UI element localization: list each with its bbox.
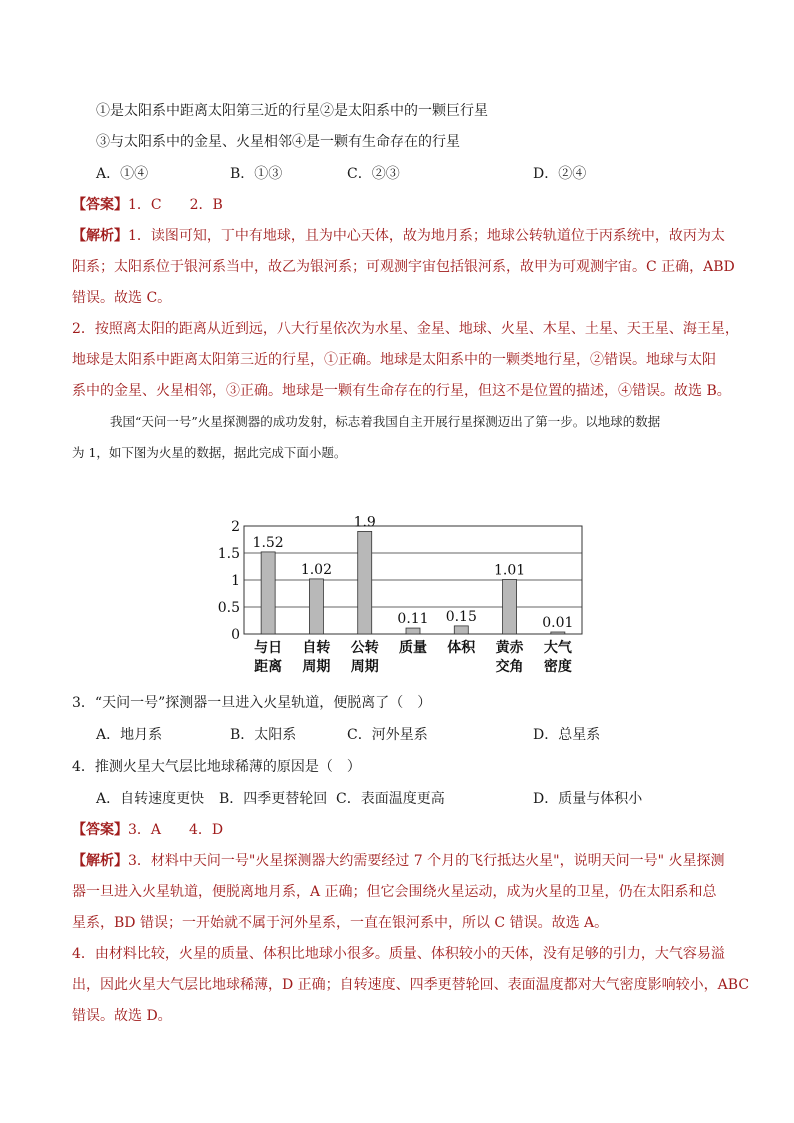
x-tick-label: 距离	[254, 659, 283, 675]
x-tick-label: 周期	[350, 659, 379, 675]
y-tick-label: 0	[231, 627, 240, 643]
bar-value-label: 0.11	[397, 611, 429, 628]
material-line-2: 为 1，如下图为火星的数据，据此完成下面小题。	[72, 445, 347, 460]
answer-text: 1．C 2．B	[128, 197, 223, 213]
q1-option-b: B．①③	[230, 166, 283, 182]
analysis-label: 【解析】	[72, 228, 128, 244]
bar-value-label: 1.9	[353, 514, 376, 531]
answer-block-2	[72, 820, 223, 840]
q1-statement-line-1: ①是太阳系中距离太阳第三近的行星②是太阳系中的一颗巨行星	[96, 103, 488, 119]
analysis-1-line-5: 地球是太阳系中距离太阳第三近的行星，①正确。地球是太阳系中的一颗类地行星，②错误。地球与太阳	[72, 352, 716, 368]
x-tick-label: 与日	[254, 640, 283, 656]
x-tick-label: 大气	[543, 640, 572, 656]
bar-value-label: 1.52	[252, 534, 284, 551]
q3-option-c: C．河外星系	[347, 727, 428, 743]
material-line-1: 我国“天问一号”火星探测器的成功发射，标志着我国自主开展行星探测迈出了第一步。以地球的数据	[110, 414, 661, 429]
x-tick-label: 黄赤	[495, 640, 524, 656]
q1-options	[96, 164, 716, 184]
chart-y-tick-labels	[218, 519, 240, 643]
analysis-label: 【解析】	[72, 853, 128, 869]
analysis-2-line-2: 器一旦进入火星轨道，便脱离地月系，A 正确；但它会围绕火星运动，成为火星的卫星，仍在太阳系和总	[72, 884, 717, 900]
mars-data-bar-chart	[212, 512, 592, 682]
q3-option-a: A．地月系	[96, 727, 163, 743]
x-tick-label: 交角	[495, 659, 524, 675]
q4-options	[96, 789, 716, 809]
x-tick-label: 自转	[302, 640, 331, 656]
q1-option-c: C．②③	[347, 166, 400, 182]
bar	[454, 626, 468, 634]
q4-option-d: D．质量与体积小	[533, 791, 643, 807]
x-tick-label: 质量	[399, 640, 427, 656]
q4-option-b: B．四季更替轮回	[219, 791, 328, 807]
bar-value-label: 1.02	[300, 561, 333, 578]
bar	[261, 552, 275, 634]
analysis-2-line-4: 4．由材料比较，火星的质量、体积比地球小很多。质量、体积较小的天体，没有足够的引力，大气容易溢	[72, 946, 725, 962]
analysis-text: 3．材料中天问一号"火星探测器大约需要经过 7 个月的飞行抵达火星"，说明天问一号" 火星探测	[128, 853, 725, 869]
analysis-1-line-2: 阳系；太阳系位于银河系当中，故乙为银河系；可观测宇宙包括银河系，故甲为可观测宇宙。C 正确，ABD	[72, 259, 735, 275]
analysis-text: 1．读图可知，丁中有地球，且为中心天体，故为地月系；地球公转轨道位于丙系统中，故丙为太	[128, 228, 725, 244]
analysis-2-line-6: 错误。故选 D。	[72, 1008, 172, 1024]
x-tick-label: 体积	[447, 640, 476, 656]
bar-value-label: 1.01	[493, 562, 526, 579]
bar-value-label: 0.01	[542, 615, 574, 631]
analysis-2-line-3: 星系，BD 错误；一开始就不属于河外星系，一直在银河系中，所以 C 错误。故选 A。	[72, 915, 609, 931]
x-tick-label: 公转	[350, 640, 379, 656]
bar	[551, 632, 565, 634]
answer-block-1	[72, 195, 223, 215]
y-tick-label: 1	[231, 573, 240, 589]
answer-label: 【答案】	[72, 197, 128, 213]
analysis-1-line-6: 系中的金星、火星相邻，③正确。地球是一颗有生命存在的行星，但这不是位置的描述，④错误。故选 B。	[72, 383, 731, 399]
bar-value-label: 0.15	[445, 608, 477, 625]
q3-options	[96, 725, 716, 745]
analysis-2-line-1	[72, 851, 724, 871]
analysis-1-line-4: 2．按照离太阳的距离从近到远，八大行星依次为水星、金星、地球、火星、木星、土星、天王星、海王星，	[72, 321, 739, 337]
bar	[358, 531, 372, 634]
q1-option-a: A．①④	[96, 166, 149, 182]
q1-statement-line-2: ③与太阳系中的金星、火星相邻④是一颗有生命存在的行星	[96, 134, 460, 150]
q4-option-c: C．表面温度更高	[336, 791, 445, 807]
q1-option-d: D．②④	[533, 166, 587, 182]
y-tick-label: 2	[231, 519, 240, 535]
x-tick-label: 周期	[302, 659, 331, 675]
y-tick-label: 0.5	[217, 600, 240, 616]
chart-x-tick-labels	[254, 639, 573, 675]
y-tick-label: 1.5	[217, 546, 240, 562]
answer-label: 【答案】	[72, 822, 128, 838]
x-tick-label: 密度	[543, 659, 572, 675]
bar	[309, 579, 323, 634]
q4-option-a: A．自转速度更快	[96, 791, 205, 807]
q3-option-b: B．太阳系	[230, 727, 297, 743]
q4-stem: 4．推测火星大气层比地球稀薄的原因是（ ）	[72, 759, 361, 775]
chart-value-labels	[253, 514, 574, 631]
answer-text: 3．A 4．D	[128, 822, 224, 838]
bar	[406, 628, 420, 634]
bar	[503, 579, 517, 634]
analysis-1-line-3: 错误。故选 C。	[72, 290, 172, 306]
q3-stem: 3．“天问一号”探测器一旦进入火星轨道，便脱离了（ ）	[72, 695, 432, 711]
analysis-2-line-5: 出，因此火星大气层比地球稀薄，D 正确；自转速度、四季更替轮回、表面温度都对大气密度影响较小，ABC	[72, 977, 750, 993]
analysis-1-line-1	[72, 226, 725, 246]
q3-option-d: D．总星系	[533, 727, 601, 743]
